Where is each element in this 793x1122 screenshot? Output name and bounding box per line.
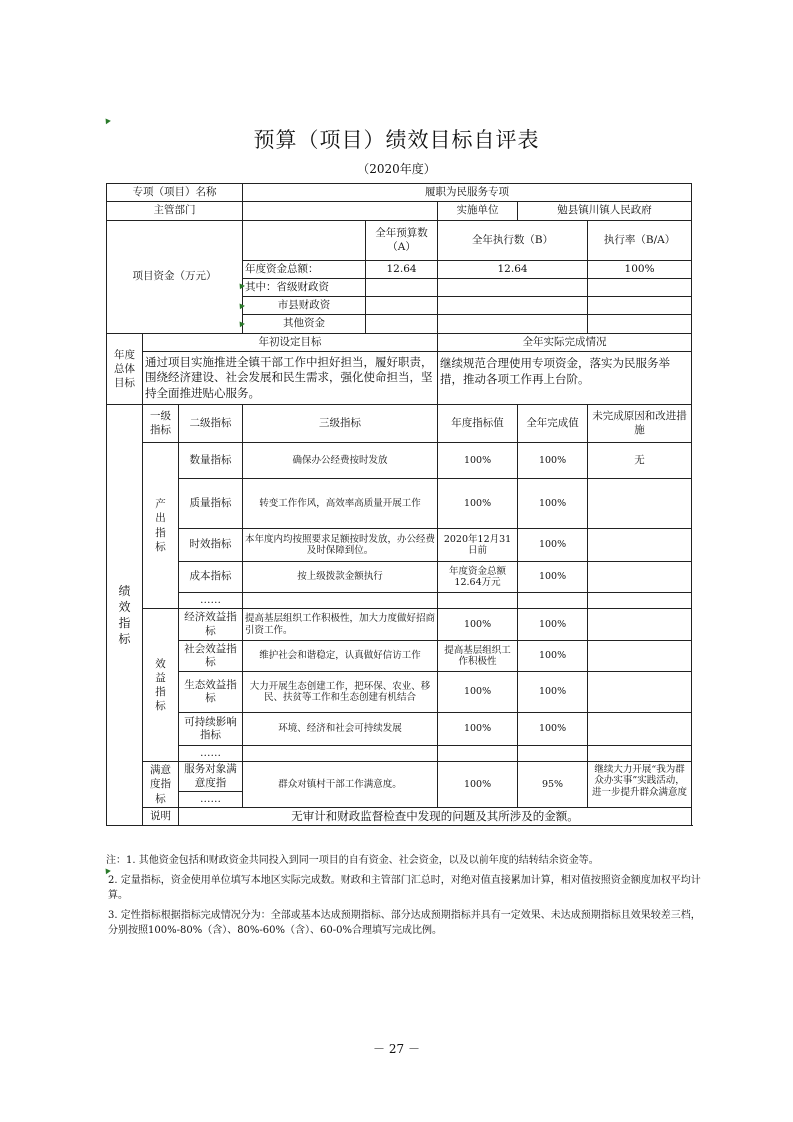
page-title: 预算（项目）绩效目标自评表	[253, 128, 540, 152]
funds-row-budget	[366, 297, 438, 315]
funds-row-budget	[366, 315, 438, 334]
satisfaction-target: 100%	[438, 762, 518, 808]
satisfaction-label-part: 标	[155, 792, 166, 805]
satisfaction-actual: 95%	[518, 762, 588, 808]
output-l2: 数量指标	[179, 443, 243, 479]
funds-row-label: 市县财政资	[243, 297, 366, 315]
dept-label: 主管部门	[107, 202, 243, 221]
goals-label-part: 目标	[114, 377, 135, 390]
satisfaction-l3: 群众对镇村干部工作满意度。	[243, 762, 438, 808]
indicators-label	[107, 405, 143, 826]
funds-label: 项目资金（万元）	[107, 221, 243, 334]
benefit-l3: 环境、经济和社会可持续发展	[243, 713, 438, 746]
output-label-part: 产	[155, 498, 166, 511]
benefit-actual: 100%	[518, 641, 588, 672]
notes	[106, 853, 706, 943]
benefit-l2: 经济效益指标	[179, 609, 243, 641]
evaluation-table	[106, 183, 692, 826]
funds-row-rate	[588, 297, 692, 315]
output-l2-more: ……	[179, 593, 243, 609]
goals-actual-header: 全年实际完成情况	[438, 334, 692, 352]
note-item: 3. 定性指标根据指标完成情况分为：全部或基本达成预期指标、部分达成预期指标并具有一定效果、未达成预期指标且效果较差三档，分别按照100%-80%（含）、80%-60%（含）、60-0%合理填写完成比例。	[108, 909, 701, 936]
output-reason: 无	[588, 443, 692, 479]
benefit-label-part: 指	[155, 686, 166, 698]
funds-row-exec: 12.64	[438, 261, 588, 279]
benefit-reason	[588, 713, 692, 746]
benefit-label-part: 益	[155, 671, 166, 684]
goals-actual-text: 继续规范合理使用专项资金，落实为民服务举措，推动各项工作再上台阶。	[438, 352, 692, 405]
header-level1: 一级指标	[143, 405, 179, 443]
remarks-label: 说明	[143, 808, 179, 826]
output-label-part: 出	[155, 512, 166, 525]
header-level2: 二级指标	[179, 405, 243, 443]
output-target: 100%	[438, 479, 518, 529]
funds-row-exec	[438, 279, 588, 297]
project-name-value: 履职为民服务专项	[243, 184, 692, 202]
header-actual: 全年完成值	[518, 405, 588, 443]
benefit-target: 100%	[438, 609, 518, 641]
funds-row-label: 其中：省级财政资	[243, 279, 366, 297]
output-l3	[243, 593, 438, 609]
output-actual: 100%	[518, 443, 588, 479]
output-l3: 转变工作作风，高效率高质量开展工作	[243, 479, 438, 529]
benefit-reason	[588, 746, 692, 762]
indicators-label-part: 标	[118, 632, 131, 647]
satisfaction-l2: 服务对象满意度指	[179, 762, 243, 792]
note-item: 注：1. 其他资金包括和财政资金共同投入到同一项目的自有资金、社会资金，以及以前年度的结转结余资金等。	[106, 855, 599, 866]
funds-row-exec	[438, 315, 588, 334]
benefit-l2: 可持续影响指标	[179, 713, 243, 746]
benefit-l3	[243, 746, 438, 762]
goals-label	[107, 334, 143, 405]
satisfaction-l2-more: ……	[179, 792, 243, 808]
benefit-label-part: 标	[155, 700, 166, 713]
satisfaction-reason	[588, 762, 692, 808]
benefit-l3: 维护社会和谐稳定，认真做好信访工作	[243, 641, 438, 672]
benefit-reason	[588, 641, 692, 672]
funds-row-rate	[588, 279, 692, 297]
output-label-part: 指	[155, 526, 166, 539]
goals-label-part: 年度	[114, 348, 135, 361]
funds-row-rate	[588, 315, 692, 334]
funds-col-exec: 全年执行数（B）	[438, 221, 588, 261]
benefit-l2-more: ……	[179, 746, 243, 762]
goals-set-text: 通过项目实施推进全镇干部工作中担好担当，履好职责，围绕经济建设、社会发展和民生需求，强化使命担当，坚持全面推进贴心服务。	[143, 352, 438, 405]
remarks-text: 无审计和财政监督检查中发现的问题及其所涉及的金额。	[179, 808, 692, 826]
funds-row-rate: 100%	[588, 261, 692, 279]
output-l3: 确保办公经费按时发放	[243, 443, 438, 479]
output-target: 100%	[438, 443, 518, 479]
output-reason	[588, 562, 692, 593]
header-target: 年度指标值	[438, 405, 518, 443]
header-reason: 未完成原因和改进措施	[588, 405, 692, 443]
funds-col-budget: 全年预算数（A）	[366, 221, 438, 261]
benefit-actual: 100%	[518, 713, 588, 746]
benefit-actual	[518, 746, 588, 762]
benefit-indicator-label	[143, 609, 179, 762]
benefit-reason	[588, 672, 692, 713]
page-number: － 27 －	[373, 1042, 420, 1056]
output-indicator-label	[143, 443, 179, 609]
benefit-target: 100%	[438, 713, 518, 746]
funds-row-budget	[366, 279, 438, 297]
benefit-l2: 生态效益指标	[179, 672, 243, 713]
output-l3: 按上级拨款金额执行	[243, 562, 438, 593]
unit-label: 实施单位	[438, 202, 518, 221]
satisfaction-label-part: 满意	[150, 764, 171, 777]
goals-label-part: 总体	[114, 362, 135, 375]
project-name-label: 专项（项目）名称	[107, 184, 243, 202]
benefit-target	[438, 746, 518, 762]
output-actual: 100%	[518, 562, 588, 593]
benefit-target: 100%	[438, 672, 518, 713]
output-l2: 质量指标	[179, 479, 243, 529]
funds-row-budget: 12.64	[366, 261, 438, 279]
funds-row-label: 年度资金总额：	[243, 261, 366, 279]
dept-value	[243, 202, 438, 221]
benefit-actual: 100%	[518, 672, 588, 713]
note-item: 2. 定量指标，资金使用单位填写本地区实际完成数。财政和主管部门汇总时，对绝对值直接累加计算，相对值按照资金额度加权平均计算。	[108, 874, 701, 901]
unit-value: 勉县镇川镇人民政府	[518, 202, 692, 221]
benefit-l2: 社会效益指标	[179, 641, 243, 672]
goals-set-header: 年初设定目标	[143, 334, 438, 352]
satisfaction-indicator-label	[143, 762, 179, 808]
benefit-actual: 100%	[518, 609, 588, 641]
output-l2: 时效指标	[179, 529, 243, 562]
satisfaction-label-part: 度指	[150, 778, 171, 791]
output-reason	[588, 479, 692, 529]
funds-col-rate: 执行率（B/A）	[588, 221, 692, 261]
output-reason	[588, 593, 692, 609]
benefit-l3: 大力开展生态创建工作，把环保、农业、移民、扶贫等工作和生态创建有机结合	[243, 672, 438, 713]
output-reason	[588, 529, 692, 562]
indicators-label-part: 效	[118, 599, 131, 614]
output-l2: 成本指标	[179, 562, 243, 593]
output-label-part: 标	[155, 540, 166, 553]
output-target	[438, 593, 518, 609]
header-level3: 三级指标	[243, 405, 438, 443]
benefit-target: 提高基层组织工作积极性	[438, 641, 518, 672]
funds-header-blank	[243, 221, 366, 261]
page-year: （2020年度）	[357, 162, 436, 176]
benefit-l3: 提高基层组织工作积极性，加大力度做好招商引资工作。	[243, 609, 438, 641]
benefit-reason	[588, 609, 692, 641]
output-actual: 100%	[518, 529, 588, 562]
output-actual	[518, 593, 588, 609]
output-l3: 本年度内均按照要求足额按时发放，办公经费及时保障到位。	[243, 529, 438, 562]
output-actual: 100%	[518, 479, 588, 529]
funds-row-exec	[438, 297, 588, 315]
benefit-label-part: 效	[155, 657, 166, 670]
output-target: 年度资金总额12.64万元	[438, 562, 518, 593]
indicators-label-part: 指	[118, 616, 131, 630]
funds-row-label: 其他资金	[243, 315, 366, 334]
output-target: 2020年12月31日前	[438, 529, 518, 562]
satisfaction-reason-text: 继续大力开展“我为群众办实事”实践活动，进一步提升群众满意度	[592, 764, 688, 798]
indicators-label-part: 绩	[118, 583, 131, 598]
